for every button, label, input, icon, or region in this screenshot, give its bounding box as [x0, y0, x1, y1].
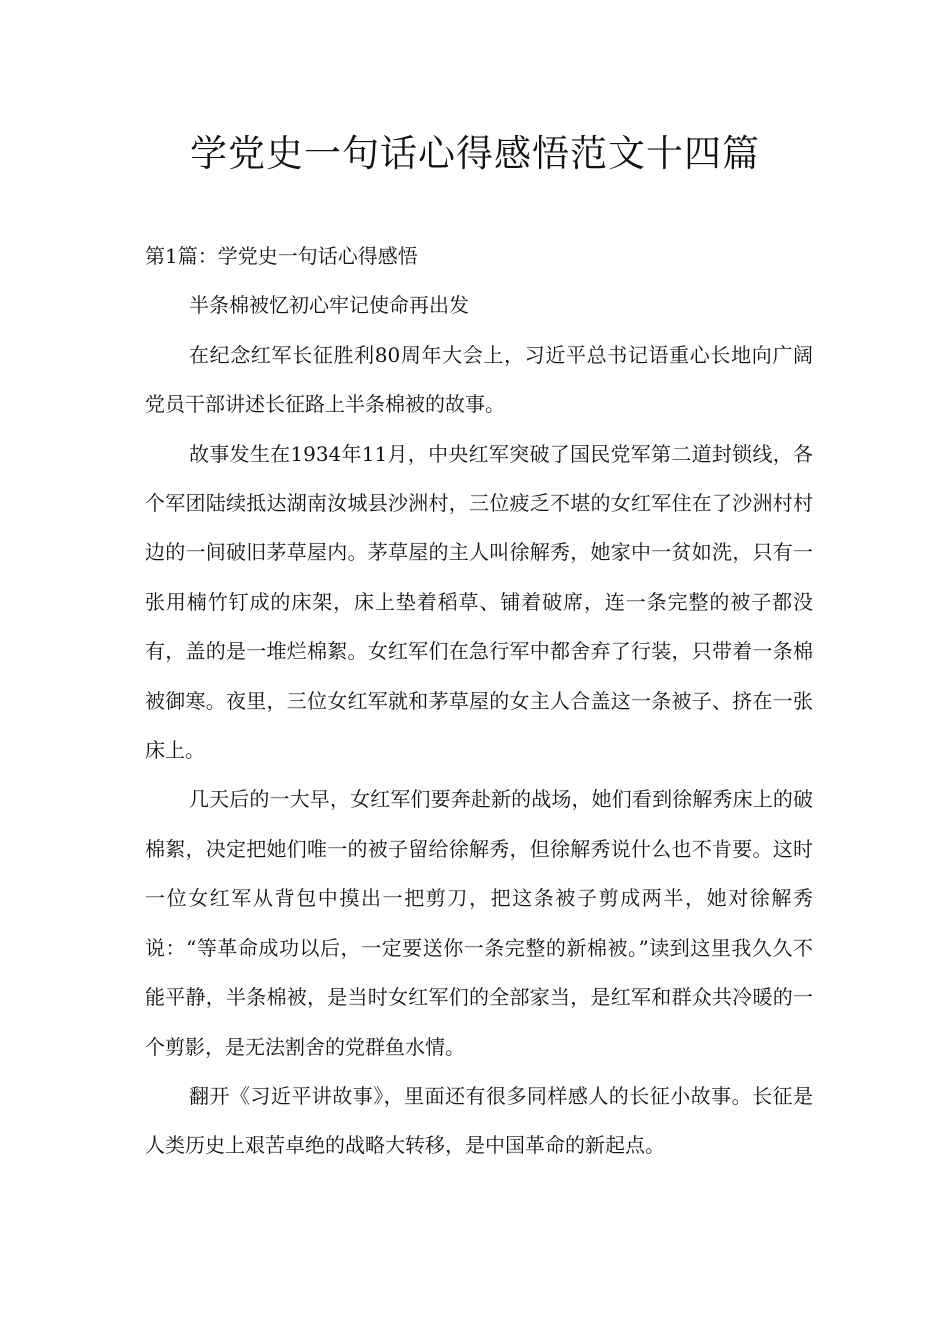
section-heading: 第1篇：学党史一句话心得感悟	[145, 244, 418, 268]
document-body	[145, 232, 813, 1171]
body-paragraph: 故事发生在1934年11月，中央红军突破了国民党军第二道封锁线，各个军团陆续抵达湖南汝城县沙洲村，三位疲乏不堪的女红军住在了沙洲村村边的一间破旧茅草屋内。茅草屋的主人叫徐解秀，她家中一贫如洗，只有一张用楠竹钉成的床架，床上垫着稻草、铺着破席，连一条完整的被子都没有，盖的是一堆烂棉絮。女红军们在急行军中都舍弃了行装，只带着一条棉被御寒。夜里，三位女红军就和茅草屋的女主人合盖这一条被子、挤在一张床上。	[145, 441, 813, 763]
body-paragraph: 在纪念红军长征胜利80周年大会上，习近平总书记语重心长地向广阔党员干部讲述长征路上半条棉被的故事。	[145, 342, 813, 417]
body-paragraph: 翻开《习近平讲故事》，里面还有很多同样感人的长征小故事。长征是人类历史上艰苦卓绝的战略大转移，是中国革命的新起点。	[145, 1083, 813, 1158]
document-title: 学党史一句话心得感悟范文十四篇	[190, 132, 760, 175]
body-paragraph: 几天后的一大早，女红军们要奔赴新的战场，她们看到徐解秀床上的破棉絮，决定把她们唯一的被子留给徐解秀，但徐解秀说什么也不肯要。这时一位女红军从背包中摸出一把剪刀，把这条被子剪成两半，她对徐解秀说：“等革命成功以后，一定要送你一条完整的新棉被。”读到这里我久久不能平静，半条棉被，是当时女红军们的全部家当，是红军和群众共冷暖的一个剪影，是无法割舍的党群鱼水情。	[145, 787, 813, 1059]
section-subtitle: 半条棉被忆初心牢记使命再出发	[189, 293, 469, 318]
